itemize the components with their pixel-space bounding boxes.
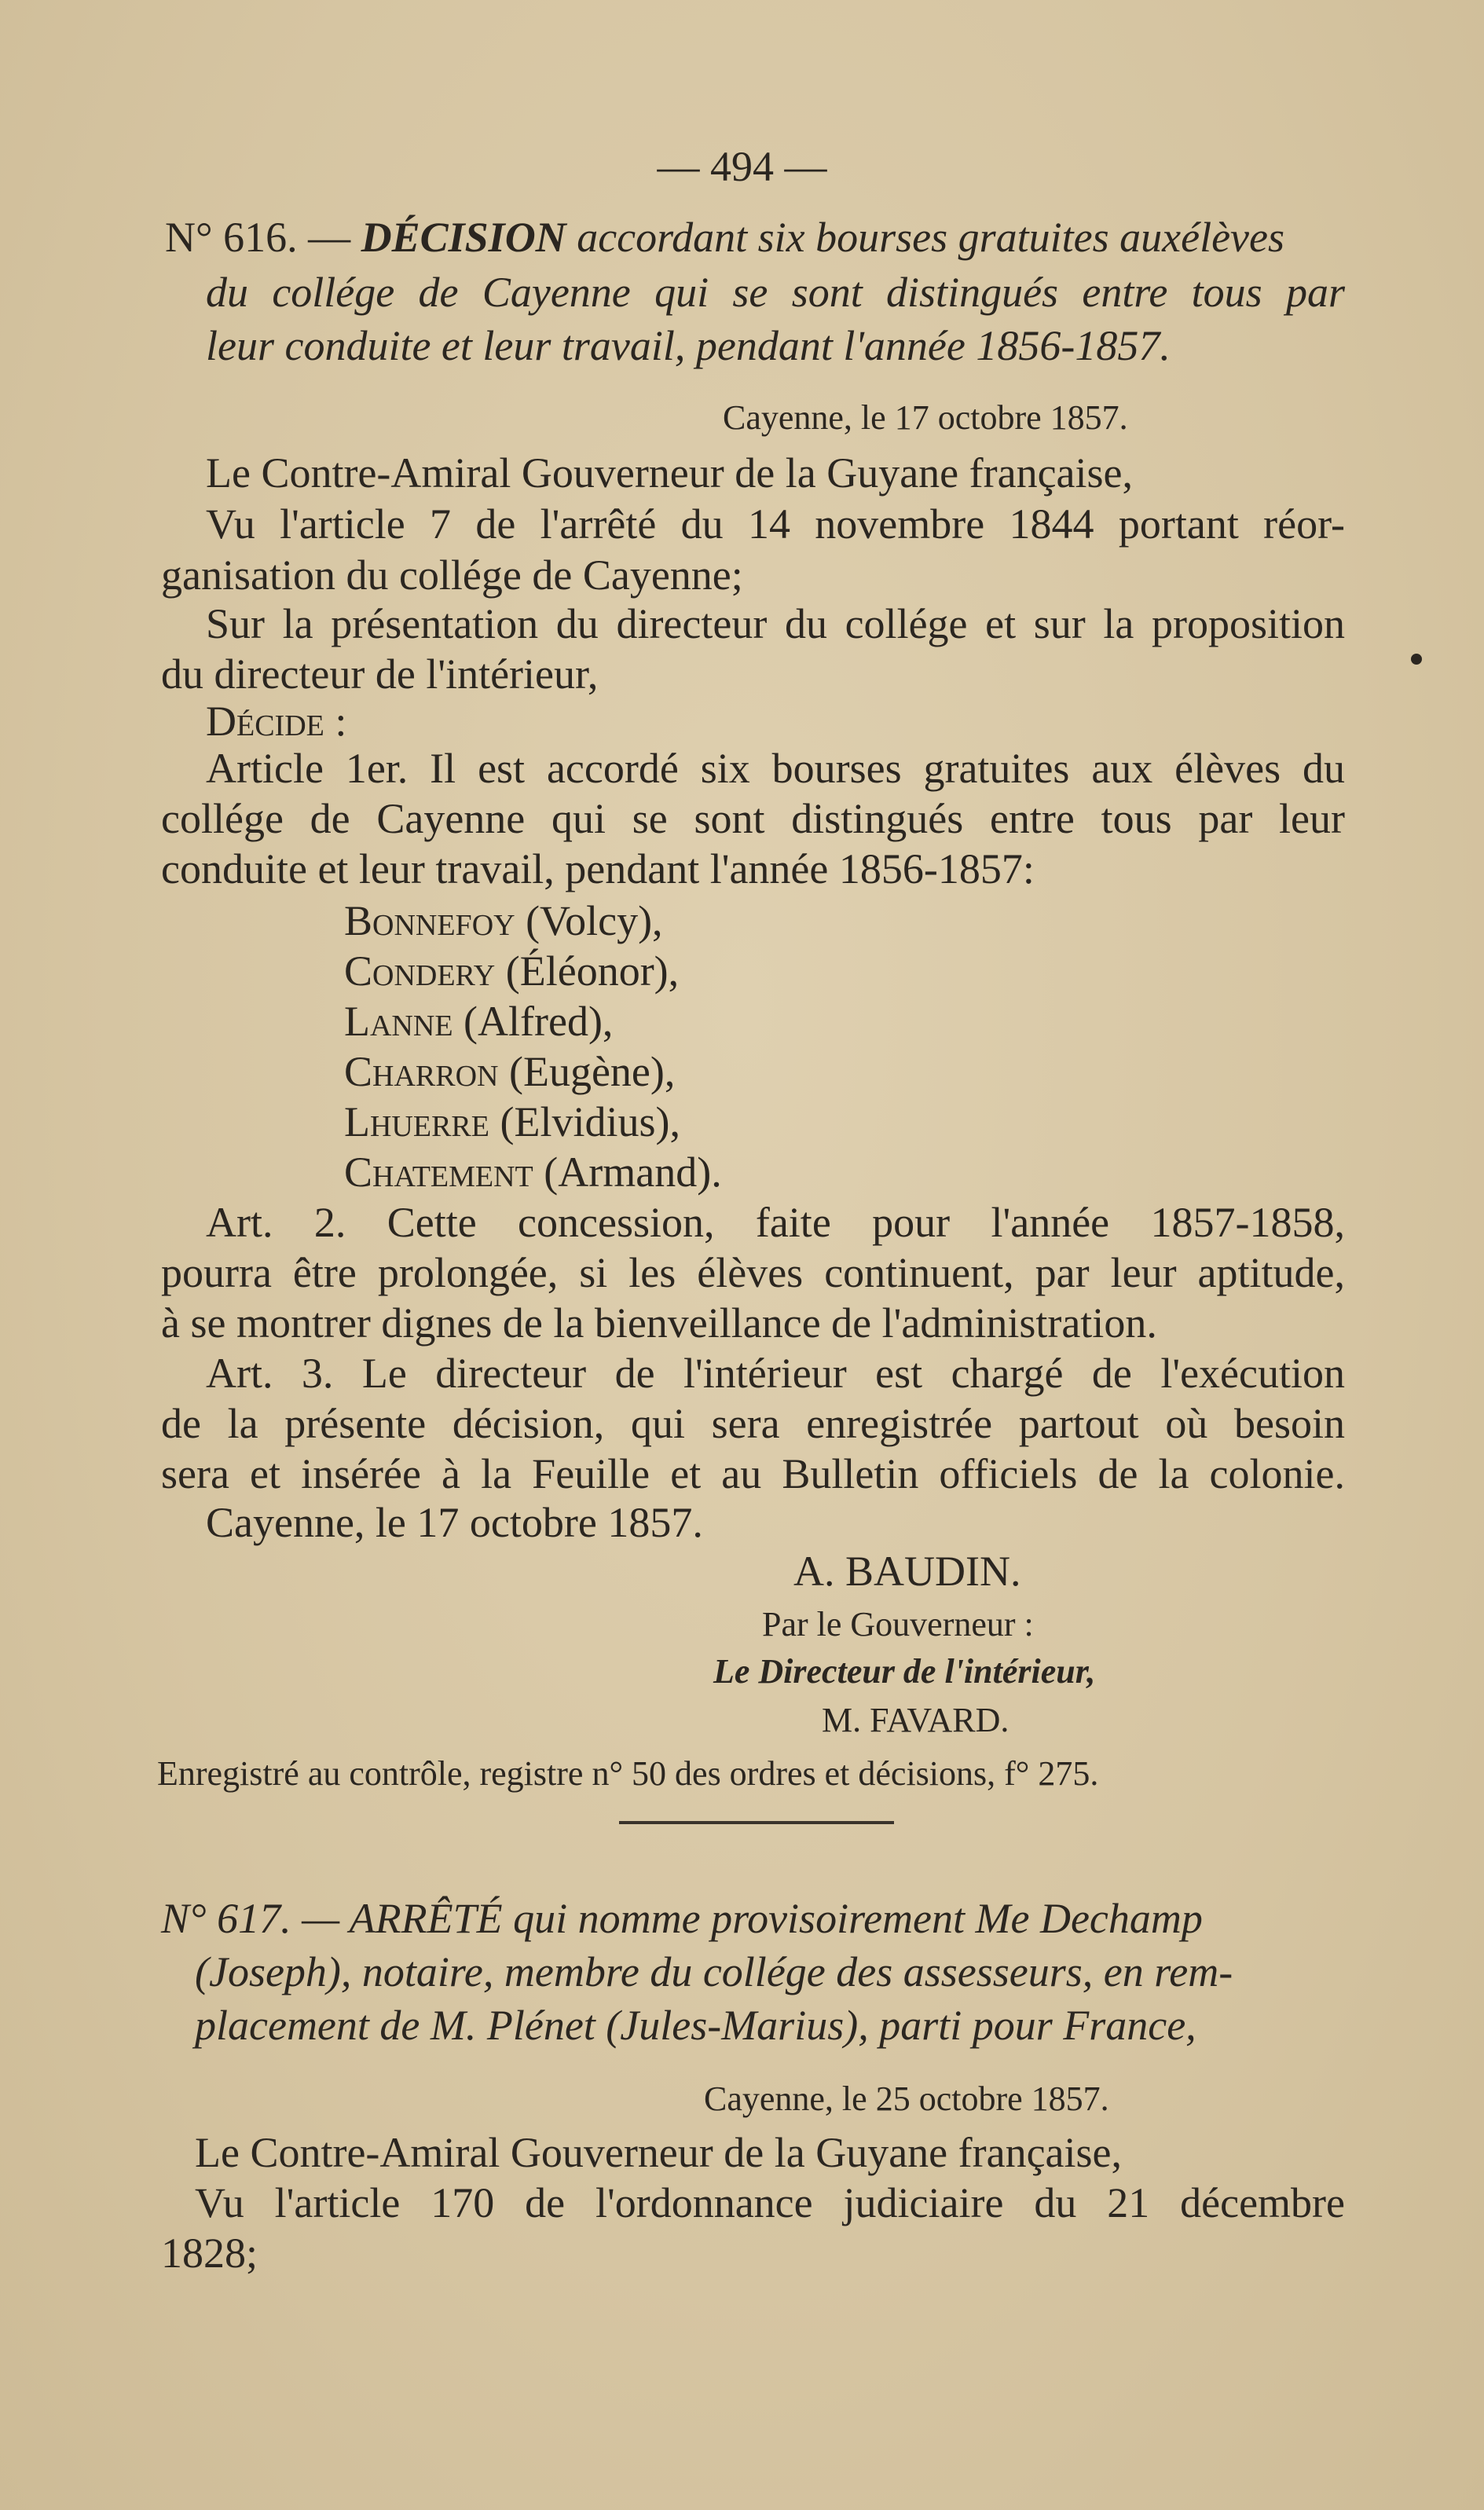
student-entry: Lanne (Alfred), [344,998,614,1045]
arrete-617-heading-3: placement de M. Plénet (Jules-Marius), parti pour France, [195,2002,1196,2049]
arrete-617-body-1: Le Contre-Amiral Gouverneur de la Guyane française, [195,2129,1122,2176]
ink-speck [1411,654,1422,665]
decision-616-heading-text: accordant six bourses gratuites auxélèves [577,214,1284,261]
arrete-617-body-2: Vu l'article 170 de l'ordonnance judiciaire du 21 décembre [195,2179,1345,2226]
article-3-line-2: de la présente décision, qui sera enregistrée partout où besoin [161,1400,1345,1447]
decision-616-kind: DÉCISION [361,214,566,261]
decision-616-body-2: Vu l'article 7 de l'arrêté du 14 novembre 1844 portant réor- [206,500,1345,548]
arrete-617-date: Cayenne, le 25 octobre 1857. [704,2079,1109,2118]
decision-616-body-5: du directeur de l'intérieur, [161,650,599,698]
article-1-line-2: collége de Cayenne qui se sont distingués entre tous par leur [161,795,1345,842]
page-number: — 494 — [657,143,827,190]
closing-date: Cayenne, le 17 octobre 1857. [206,1499,703,1546]
signatory: A. BAUDIN. [793,1548,1021,1595]
decision-616-body-4: Sur la présentation du directeur du collége et sur la proposition [206,600,1345,647]
decide-label: Décide : [206,698,347,745]
article-2-line-3: à se montrer dignes de la bienveillance de l'administration. [161,1299,1157,1347]
article-3-line-1: Art. 3. Le directeur de l'intérieur est chargé de l'exécution [206,1350,1345,1397]
decision-616-body-3: ganisation du collége de Cayenne; [161,551,743,599]
article-2-line-1: Art. 2. Cette concession, faite pour l'année 1857-1858, [206,1199,1345,1246]
decision-616-date: Cayenne, le 17 octobre 1857. [723,398,1128,437]
director-title: Le Directeur de l'intérieur, [713,1652,1096,1691]
article-1-line-3: conduite et leur travail, pendant l'année 1856-1857: [161,845,1035,892]
section-divider [619,1821,894,1824]
by-governor: Par le Gouverneur : [762,1605,1034,1643]
article-3-line-3: sera et insérée à la Feuille et au Bulletin officiels de la colonie. [161,1450,1345,1497]
student-entry: Condery (Éléonor), [344,947,680,995]
decision-616-heading-line-3: leur conduite et leur travail, pendant l'année 1856-1857. [206,322,1171,369]
arrete-617-heading-1: N° 617. — ARRÊTÉ qui nomme provisoirement Me Dechamp [161,1895,1203,1942]
decision-616-body-1: Le Contre-Amiral Gouverneur de la Guyane française, [206,449,1133,497]
arrete-617-heading-2: (Joseph), notaire, membre du collége des assesseurs, en rem- [195,1948,1233,1995]
article-2-line-2: pourra être prolongée, si les élèves continuent, par leur aptitude, [161,1249,1345,1296]
student-entry: Lhuerre (Elvidius), [344,1098,680,1145]
student-entry: Charron (Eugène), [344,1048,676,1095]
article-1-line-1: Article 1er. Il est accordé six bourses gratuites aux élèves du [206,745,1345,792]
student-entry: Chatement (Armand). [344,1149,722,1196]
decision-616-heading-line-1 [165,212,1284,262]
registration-note: Enregistré au contrôle, registre n° 50 des ordres et décisions, f° 275. [157,1754,1099,1793]
decision-616-heading-line-2: du collége de Cayenne qui se sont distingués entre tous par [206,269,1345,316]
director-name: M. FAVARD. [822,1701,1009,1739]
arrete-617-body-3: 1828; [161,2230,258,2277]
student-entry: Bonnefoy (Volcy), [344,897,663,944]
decision-616-number: N° 616. — [165,214,351,261]
